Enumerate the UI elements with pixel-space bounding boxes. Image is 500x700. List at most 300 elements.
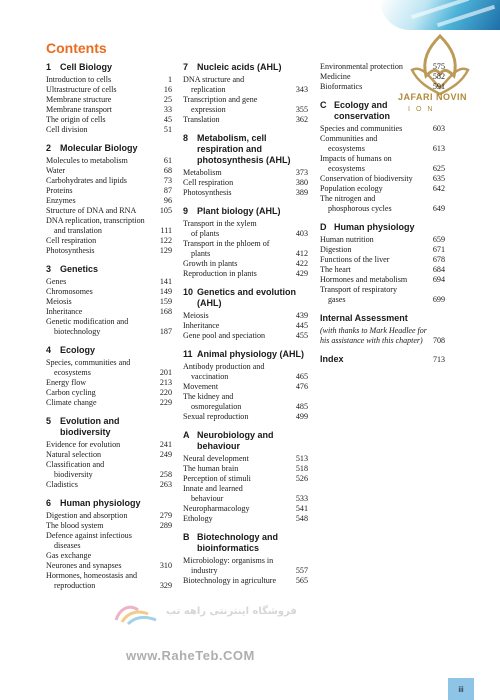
toc-entry[interactable] — [320, 134, 445, 144]
toc-entry-title: Neural development — [183, 454, 249, 463]
toc-entry-title: Movement — [183, 382, 219, 391]
toc-entry-title: Natural selection — [46, 450, 102, 459]
toc-entry-title: Inheritance — [46, 307, 83, 316]
index-heading[interactable] — [320, 354, 445, 365]
toc-entry[interactable] — [320, 144, 445, 154]
toc-chapter-continued — [320, 62, 445, 92]
toc-entry[interactable] — [320, 62, 445, 72]
toc-entry[interactable] — [320, 174, 445, 184]
toc-entry[interactable] — [183, 484, 308, 494]
toc-entry[interactable] — [46, 561, 172, 571]
toc-entry-page — [292, 95, 308, 105]
toc-entry-page: 201 — [159, 368, 172, 377]
toc-entry[interactable] — [46, 287, 172, 297]
toc-entry-page: 373 — [295, 168, 308, 177]
toc-entry-page — [156, 541, 172, 551]
chapter-heading[interactable] — [46, 264, 172, 275]
toc-entry-page — [156, 358, 172, 368]
toc-entry-page: 187 — [159, 327, 172, 336]
toc-entry[interactable] — [183, 392, 308, 402]
toc-entry[interactable] — [46, 511, 172, 521]
toc-entry-title: behaviour — [191, 494, 224, 503]
chapter-title: Neurobiology and behaviour — [197, 430, 274, 451]
toc-entry[interactable] — [46, 327, 172, 337]
toc-entry-page — [429, 134, 445, 144]
chapter-title: Genetics and evolution (AHL) — [197, 287, 297, 308]
toc-entry-title: Climate change — [46, 398, 97, 407]
toc-entry[interactable] — [46, 541, 172, 551]
toc-entry[interactable] — [320, 72, 445, 82]
chapter-heading[interactable] — [183, 133, 308, 166]
toc-entry-page: 68 — [163, 166, 172, 175]
toc-entry[interactable] — [320, 184, 445, 194]
toc-entry-page: 613 — [432, 144, 445, 153]
toc-entry-title: Carbohydrates and lipids — [46, 176, 127, 185]
chapter-number: 7 — [183, 62, 189, 72]
toc-entry[interactable] — [46, 368, 172, 378]
chapter-title: Ecology — [60, 345, 96, 355]
toc-entry[interactable] — [183, 331, 308, 341]
toc-entry-page: 533 — [295, 494, 308, 503]
toc-entry[interactable] — [320, 164, 445, 174]
toc-entry-page: 455 — [295, 331, 308, 340]
toc-entry[interactable] — [183, 372, 308, 382]
chapter-heading[interactable] — [183, 430, 308, 452]
toc-entry-title: reproduction — [54, 581, 96, 590]
toc-entry-page: 229 — [159, 398, 172, 407]
chapter-title: Nucleic acids (AHL) — [197, 62, 282, 72]
toc-entry[interactable] — [46, 226, 172, 236]
toc-entry[interactable] — [320, 265, 445, 275]
toc-entry[interactable] — [46, 581, 172, 591]
toc-entry-page: 241 — [159, 440, 172, 449]
toc-entry-page: 445 — [295, 321, 308, 330]
toc-entry-title: The human brain — [183, 464, 239, 473]
toc-entry[interactable] — [46, 521, 172, 531]
toc-entry-title: Water — [46, 166, 66, 175]
toc-entry-title: Digestion — [320, 245, 352, 254]
toc-chapter — [46, 416, 172, 490]
toc-entry-page: 476 — [295, 382, 308, 391]
toc-entry-page: 565 — [295, 576, 308, 585]
toc-entry[interactable] — [183, 229, 308, 239]
toc-entry-title: Communities and — [320, 134, 378, 143]
toc-entry[interactable] — [46, 115, 172, 125]
toc-entry-title: Introduction to cells — [46, 75, 112, 84]
toc-entry[interactable] — [183, 178, 308, 188]
toc-entry-title: and translation — [54, 226, 102, 235]
toc-entry[interactable] — [183, 454, 308, 464]
toc-entry-title: plants — [191, 249, 211, 258]
toc-entry-title: Photosynthesis — [46, 246, 95, 255]
toc-entry-title: Functions of the liver — [320, 255, 390, 264]
toc-entry[interactable] — [46, 176, 172, 186]
toc-entry[interactable] — [320, 124, 445, 134]
toc-entry-title: Hormones and metabolism — [320, 275, 408, 284]
toc-entry[interactable] — [183, 95, 308, 105]
toc-entry-page — [156, 551, 172, 561]
toc-entry-page — [156, 216, 172, 226]
toc-chapter — [183, 287, 308, 341]
toc-entry-title: Chromosomes — [46, 287, 93, 296]
toc-entry[interactable] — [183, 269, 308, 279]
chapter-number: A — [183, 430, 190, 440]
chapter-heading[interactable] — [46, 498, 172, 509]
toc-entry-page: 694 — [432, 275, 445, 284]
chapter-title: Plant biology (AHL) — [197, 206, 281, 216]
toc-entry-page: 33 — [163, 105, 172, 114]
toc-entry-page: 111 — [160, 226, 172, 235]
toc-entry-title: Meiosis — [183, 311, 209, 320]
toc-entry[interactable] — [46, 571, 172, 581]
chapter-heading[interactable] — [183, 62, 308, 73]
toc-entry[interactable] — [46, 317, 172, 327]
toc-entry[interactable] — [46, 125, 172, 135]
toc-entry[interactable] — [46, 216, 172, 226]
toc-entry[interactable] — [320, 194, 445, 204]
toc-entry-page: 699 — [432, 295, 445, 304]
toc-entry[interactable] — [183, 494, 308, 504]
toc-entry-page: 289 — [159, 521, 172, 530]
toc-entry[interactable] — [183, 504, 308, 514]
chapter-heading[interactable] — [320, 222, 445, 233]
toc-chapter — [46, 264, 172, 337]
toc-chapter — [183, 349, 308, 422]
toc-entry[interactable] — [46, 75, 172, 85]
chapter-number: 8 — [183, 133, 189, 143]
toc-entry[interactable] — [46, 470, 172, 480]
toc-entry-title: Growth in plants — [183, 259, 238, 268]
toc-entry-page — [292, 239, 308, 249]
toc-entry-title: Transport in the phloem of — [183, 239, 270, 248]
toc-entry-title: gases — [328, 295, 346, 304]
toc-entry[interactable] — [183, 382, 308, 392]
toc-entry[interactable] — [183, 412, 308, 422]
toc-entry[interactable] — [46, 85, 172, 95]
chapter-title: Animal physiology (AHL) — [197, 349, 305, 359]
toc-entry-page: 279 — [159, 511, 172, 520]
toc-entry-page — [156, 317, 172, 327]
toc-entry-page: 96 — [163, 196, 172, 205]
toc-entry-page — [429, 194, 445, 204]
toc-entry-page: 310 — [159, 561, 172, 570]
watermark-site-text: فروشگاه اینترنتی راهه تب — [166, 606, 297, 617]
toc-entry[interactable] — [46, 186, 172, 196]
toc-entry-page: 541 — [295, 504, 308, 513]
toc-entry[interactable] — [183, 556, 308, 566]
chapter-heading[interactable] — [46, 62, 172, 73]
index-title: Index — [320, 354, 344, 364]
toc-entry-page — [156, 571, 172, 581]
toc-entry[interactable] — [183, 514, 308, 524]
toc-entry[interactable] — [46, 551, 172, 561]
toc-entry-title: Neuropharmacology — [183, 504, 250, 513]
toc-entry-title: Human nutrition — [320, 235, 374, 244]
toc-entry[interactable] — [183, 168, 308, 178]
toc-chapter — [320, 222, 445, 305]
toc-column-2 — [183, 62, 308, 594]
toc-entry-page: 329 — [159, 581, 172, 590]
toc-entry-page: 129 — [159, 246, 172, 255]
toc-entry[interactable] — [320, 285, 445, 295]
toc-entry-page: 16 — [163, 85, 172, 94]
toc-entry-title: Structure of DNA and RNA — [46, 206, 137, 215]
toc-chapter — [320, 100, 445, 214]
toc-entry-title: Perception of stimuli — [183, 474, 251, 483]
chapter-number: C — [320, 100, 327, 110]
chapter-title: Genetics — [60, 264, 99, 274]
toc-entry-title: The nitrogen and — [320, 194, 376, 203]
chapter-title: Human physiology — [334, 222, 415, 232]
toc-entry-title: Inheritance — [183, 321, 220, 330]
toc-entry-title: Reproduction in plants — [183, 269, 257, 278]
toc-entry[interactable] — [46, 480, 172, 490]
toc-entry-page: 557 — [295, 566, 308, 575]
toc-entry[interactable] — [46, 95, 172, 105]
toc-entry-page: 603 — [432, 124, 445, 133]
toc-entry[interactable] — [183, 474, 308, 484]
toc-entry-title: biotechnology — [54, 327, 101, 336]
toc-entry-page: 582 — [432, 72, 445, 81]
toc-entry-page: 343 — [295, 85, 308, 94]
toc-entry[interactable] — [183, 249, 308, 259]
toc-entry-page: 45 — [163, 115, 172, 124]
toc-entry[interactable] — [183, 321, 308, 331]
chapter-title: Human physiology — [60, 498, 141, 508]
toc-chapter — [46, 345, 172, 408]
toc-entry[interactable] — [183, 115, 308, 125]
toc-entry[interactable] — [183, 566, 308, 576]
toc-entry[interactable] — [320, 255, 445, 265]
toc-entry[interactable] — [183, 464, 308, 474]
toc-entry-title: Bioformatics — [320, 82, 363, 91]
toc-entry[interactable] — [46, 166, 172, 176]
toc-entry-page: 149 — [159, 287, 172, 296]
toc-entry-page: 362 — [295, 115, 308, 124]
toc-entry-title: The blood system — [46, 521, 104, 530]
toc-entry[interactable] — [183, 219, 308, 229]
toc-entry[interactable] — [46, 297, 172, 307]
toc-entry-page: 485 — [295, 402, 308, 411]
toc-entry-page: 678 — [432, 255, 445, 264]
chapter-heading[interactable] — [46, 416, 172, 438]
toc-entry[interactable] — [183, 75, 308, 85]
toc-entry-title: Microbiology: organisms in — [183, 556, 274, 565]
toc-entry-title: Transport of respiratory — [320, 285, 398, 294]
toc-entry-title: The origin of cells — [46, 115, 106, 124]
toc-chapter — [46, 143, 172, 256]
toc-entry-title: Molecules to metabolism — [46, 156, 128, 165]
toc-entry-page: 649 — [432, 204, 445, 213]
toc-entry-title: Cell division — [46, 125, 88, 134]
toc-entry-page: 105 — [159, 206, 172, 215]
toc-chapter — [183, 133, 308, 198]
toc-entry[interactable] — [320, 235, 445, 245]
toc-entry-title: Impacts of humans on — [320, 154, 392, 163]
chapter-title: Cell Biology — [60, 62, 113, 72]
toc-entry[interactable] — [183, 85, 308, 95]
toc-entry[interactable] — [320, 275, 445, 285]
toc-entry[interactable] — [46, 206, 172, 216]
toc-entry[interactable] — [320, 295, 445, 305]
chapter-number: 3 — [46, 264, 52, 274]
toc-entry-title: Innate and learned — [183, 484, 243, 493]
toc-entry-title: Antibody production and — [183, 362, 265, 371]
chapter-heading[interactable] — [320, 100, 445, 122]
chapter-number: B — [183, 532, 190, 542]
toc-entry-title: phosphorous cycles — [328, 204, 392, 213]
toc-entry-title: Defence against infectious — [46, 531, 132, 540]
toc-entry-title: Meiosis — [46, 297, 72, 306]
toc-entry-page — [292, 219, 308, 229]
toc-entry-page: 659 — [432, 235, 445, 244]
toc-entry[interactable] — [183, 188, 308, 198]
toc-entry-page: 499 — [295, 412, 308, 421]
toc-entry-title: biodiversity — [54, 470, 93, 479]
toc-entry-page — [429, 285, 445, 295]
toc-entry-page: 380 — [295, 178, 308, 187]
page-title: Contents — [46, 40, 107, 56]
toc-entry-page: 429 — [295, 269, 308, 278]
toc-entry[interactable] — [183, 239, 308, 249]
toc-entry-title: Biotechnology in agriculture — [183, 576, 277, 585]
toc-column-3 — [320, 62, 445, 367]
toc-entry-page: 73 — [163, 176, 172, 185]
toc-entry-title: Proteins — [46, 186, 73, 195]
internal-assessment-note: (with thanks to Mark Headlee for — [320, 326, 427, 335]
toc-entry[interactable] — [46, 156, 172, 166]
chapter-number: 9 — [183, 206, 189, 216]
toc-entry-title: Membrane transport — [46, 105, 112, 114]
toc-entry-page: 548 — [295, 514, 308, 523]
toc-entry-page: 526 — [295, 474, 308, 483]
toc-entry-title: Translation — [183, 115, 220, 124]
toc-entry-title: Environmental protection — [320, 62, 403, 71]
chapter-title: Metabolism, cell respiration and photosynthesis (AHL) — [197, 133, 291, 165]
toc-entry[interactable] — [183, 105, 308, 115]
toc-entry-page: 168 — [159, 307, 172, 316]
toc-entry[interactable] — [320, 245, 445, 255]
toc-entry-page: 403 — [295, 229, 308, 238]
toc-entry[interactable] — [46, 398, 172, 408]
toc-entry-title: Medicine — [320, 72, 351, 81]
chapter-heading[interactable] — [183, 287, 308, 309]
toc-entry[interactable] — [183, 576, 308, 586]
toc-entry-title: replication — [191, 85, 226, 94]
page-number: iii — [448, 678, 474, 700]
toc-entry-page: 671 — [432, 245, 445, 254]
chapter-heading[interactable] — [183, 532, 308, 554]
toc-entry[interactable] — [46, 196, 172, 206]
toc-entry-page: 642 — [432, 184, 445, 193]
toc-entry[interactable] — [46, 358, 172, 368]
toc-entry[interactable] — [46, 105, 172, 115]
toc-entry-title: Photosynthesis — [183, 188, 232, 197]
toc-entry[interactable] — [46, 388, 172, 398]
chapter-number: 10 — [183, 287, 194, 297]
chapter-heading[interactable] — [183, 349, 308, 360]
toc-entry-title: Gene pool and speciation — [183, 331, 266, 340]
toc-entry[interactable] — [46, 277, 172, 287]
corner-decoration — [380, 0, 500, 30]
toc-entry-title: DNA replication, transcription — [46, 216, 145, 225]
toc-entry-page: 220 — [159, 388, 172, 397]
toc-entry-page — [292, 392, 308, 402]
toc-entry[interactable] — [320, 154, 445, 164]
toc-entry[interactable] — [46, 307, 172, 317]
toc-entry-page: 684 — [432, 265, 445, 274]
toc-entry-page: 213 — [159, 378, 172, 387]
toc-entry-title: Energy flow — [46, 378, 87, 387]
toc-entry[interactable] — [46, 236, 172, 246]
internal-assessment-note-row — [320, 336, 445, 346]
chapter-heading[interactable] — [46, 143, 172, 154]
toc-entry[interactable] — [183, 311, 308, 321]
chapter-number: 2 — [46, 143, 52, 153]
toc-entry[interactable] — [46, 460, 172, 470]
toc-entry[interactable] — [183, 362, 308, 372]
toc-chapter — [183, 206, 308, 279]
toc-entry-page: 355 — [295, 105, 308, 114]
chapter-title: Ecology and conservation — [334, 100, 391, 121]
toc-entry-title: Membrane structure — [46, 95, 112, 104]
toc-entry-page: 518 — [295, 464, 308, 473]
toc-chapter — [46, 498, 172, 591]
toc-entry-page: 422 — [295, 259, 308, 268]
toc-entry-title: Ultrastructure of cells — [46, 85, 117, 94]
toc-entry-title: Conservation of biodiversity — [320, 174, 413, 183]
toc-entry[interactable] — [46, 378, 172, 388]
toc-entry[interactable] — [183, 259, 308, 269]
internal-assessment-note: his assistance with this chapter) — [320, 336, 423, 345]
chapter-title: Molecular Biology — [60, 143, 138, 153]
toc-entry-title: Species, communities and — [46, 358, 131, 367]
toc-column-1 — [46, 62, 172, 599]
toc-entry[interactable] — [46, 450, 172, 460]
toc-entry[interactable] — [46, 531, 172, 541]
toc-entry-title: industry — [191, 566, 218, 575]
toc-entry-title: Enzymes — [46, 196, 76, 205]
toc-entry-page: 635 — [432, 174, 445, 183]
toc-entry-title: osmoregulation — [191, 402, 242, 411]
toc-entry-page: 389 — [295, 188, 308, 197]
toc-entry[interactable] — [320, 204, 445, 214]
toc-entry[interactable] — [183, 402, 308, 412]
chapter-heading[interactable] — [46, 345, 172, 356]
toc-entry-title: Sexual reproduction — [183, 412, 249, 421]
chapter-number: 6 — [46, 498, 52, 508]
internal-assessment-page: 708 — [433, 336, 445, 345]
watermark-sub: ION — [408, 106, 439, 113]
toc-entry[interactable] — [320, 82, 445, 92]
internal-assessment-heading[interactable] — [320, 313, 445, 324]
raheteb-logo-icon — [108, 598, 170, 628]
toc-entry-title: Transcription and gene — [183, 95, 258, 104]
toc-entry[interactable] — [46, 246, 172, 256]
toc-entry-page — [156, 531, 172, 541]
toc-entry-page: 25 — [163, 95, 172, 104]
toc-entry-page — [429, 154, 445, 164]
toc-entry-title: vaccination — [191, 372, 229, 381]
toc-entry[interactable] — [46, 440, 172, 450]
toc-entry-page: 575 — [432, 62, 445, 71]
chapter-heading[interactable] — [183, 206, 308, 217]
toc-entry-page — [292, 75, 308, 85]
toc-entry-title: DNA structure and — [183, 75, 245, 84]
toc-entry-title: Metabolism — [183, 168, 222, 177]
toc-entry-page: 87 — [163, 186, 172, 195]
toc-entry-title: ecosystems — [328, 144, 365, 153]
